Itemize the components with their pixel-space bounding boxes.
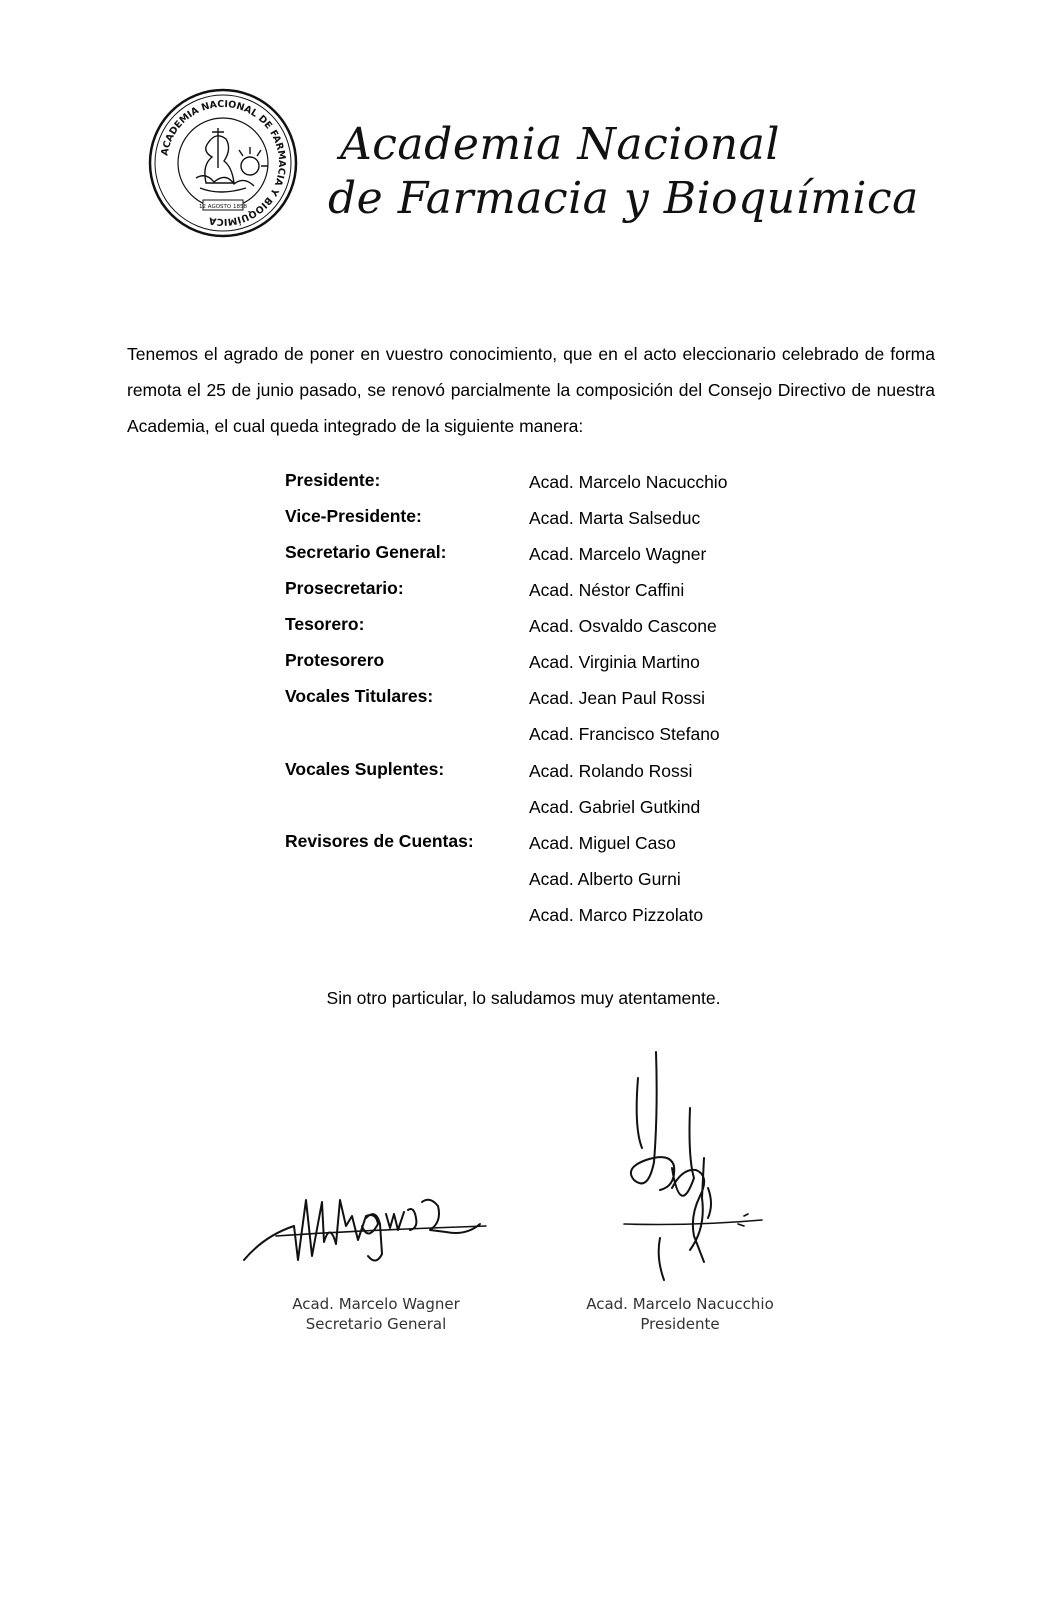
brand-line-1: Academia Nacional	[340, 119, 780, 170]
member-name: Acad. Jean Paul Rossi	[529, 688, 706, 708]
role-label: Vocales Suplentes:	[285, 759, 445, 779]
roster-row-vocales-suplentes-2	[285, 787, 805, 823]
roster-row-vocales-titulares	[285, 678, 805, 714]
signer-name: Acad. Marcelo Wagner	[292, 1295, 460, 1313]
member-name: Acad. Francisco Stefano	[529, 724, 720, 744]
member-name: Acad. Alberto Gurni	[529, 869, 681, 889]
member-name: Acad. Marta Salseduc	[529, 508, 701, 528]
member-name: Acad. Marcelo Nacucchio	[529, 472, 728, 492]
signer-title: Secretario General	[305, 1315, 447, 1333]
roster-row-protesorero	[285, 642, 805, 678]
role-label: Protesorero	[285, 650, 385, 670]
roster-row-secretario	[285, 534, 805, 570]
member-name: Acad. Gabriel Gutkind	[529, 797, 701, 817]
role-label: Prosecretario:	[285, 578, 404, 598]
role-label: Presidente:	[285, 470, 381, 490]
roster-row-revisores	[285, 823, 805, 859]
closing-line: Sin otro particular, lo saludamos muy atentamente.	[326, 987, 721, 1008]
roster-row-vocales-titulares-2	[285, 714, 805, 750]
roster-row-prosecretario	[285, 570, 805, 606]
signer-name: Acad. Marcelo Nacucchio	[586, 1295, 774, 1313]
roster-row-tesorero	[285, 606, 805, 642]
member-name: Acad. Rolando Rossi	[529, 761, 693, 781]
role-label: Tesorero:	[285, 614, 365, 634]
roster-row-presidente	[285, 462, 805, 498]
roster-row-vicepresidente	[285, 498, 805, 534]
seal-text: ACADEMIA NACIONAL DE FARMACIA Y BIOQUÍMICA	[159, 98, 288, 228]
role-label: Secretario General:	[285, 542, 447, 562]
member-name: Acad. Osvaldo Cascone	[529, 616, 717, 636]
academy-seal	[148, 88, 298, 238]
role-label: Revisores de Cuentas:	[285, 831, 474, 851]
signature-block-nacucchio	[540, 1294, 820, 1334]
seal-date: 12 AGOSTO 1858	[199, 204, 247, 210]
brand-line-2: de Farmacia y Bioquímica	[328, 173, 919, 224]
roster-row-revisores-3	[285, 895, 805, 931]
role-label: Vocales Titulares:	[285, 686, 434, 706]
signature-nacucchio	[620, 1048, 770, 1288]
member-name: Acad. Virginia Martino	[529, 652, 700, 672]
member-name: Acad. Miguel Caso	[529, 833, 676, 853]
member-name: Acad. Marcelo Wagner	[529, 544, 707, 564]
intro-paragraph: Tenemos el agrado de poner en vuestro conocimiento, que en el acto eleccionario celebrado de forma remota el 25 de junio pasado, se renovó parcialmente la composición del Consejo Directivo de nuestra Academia, el cual queda integrado de la siguiente manera:	[127, 343, 935, 436]
signature-block-wagner	[236, 1294, 516, 1334]
member-name: Acad. Néstor Caffini	[529, 580, 685, 600]
signature-wagner	[236, 1140, 496, 1270]
roster-row-revisores-2	[285, 859, 805, 895]
member-name: Acad. Marco Pizzolato	[529, 905, 704, 925]
signer-title: Presidente	[640, 1315, 720, 1333]
academy-name	[328, 118, 919, 226]
role-label: Vice-Presidente:	[285, 506, 422, 526]
roster-row-vocales-suplentes	[285, 751, 805, 787]
